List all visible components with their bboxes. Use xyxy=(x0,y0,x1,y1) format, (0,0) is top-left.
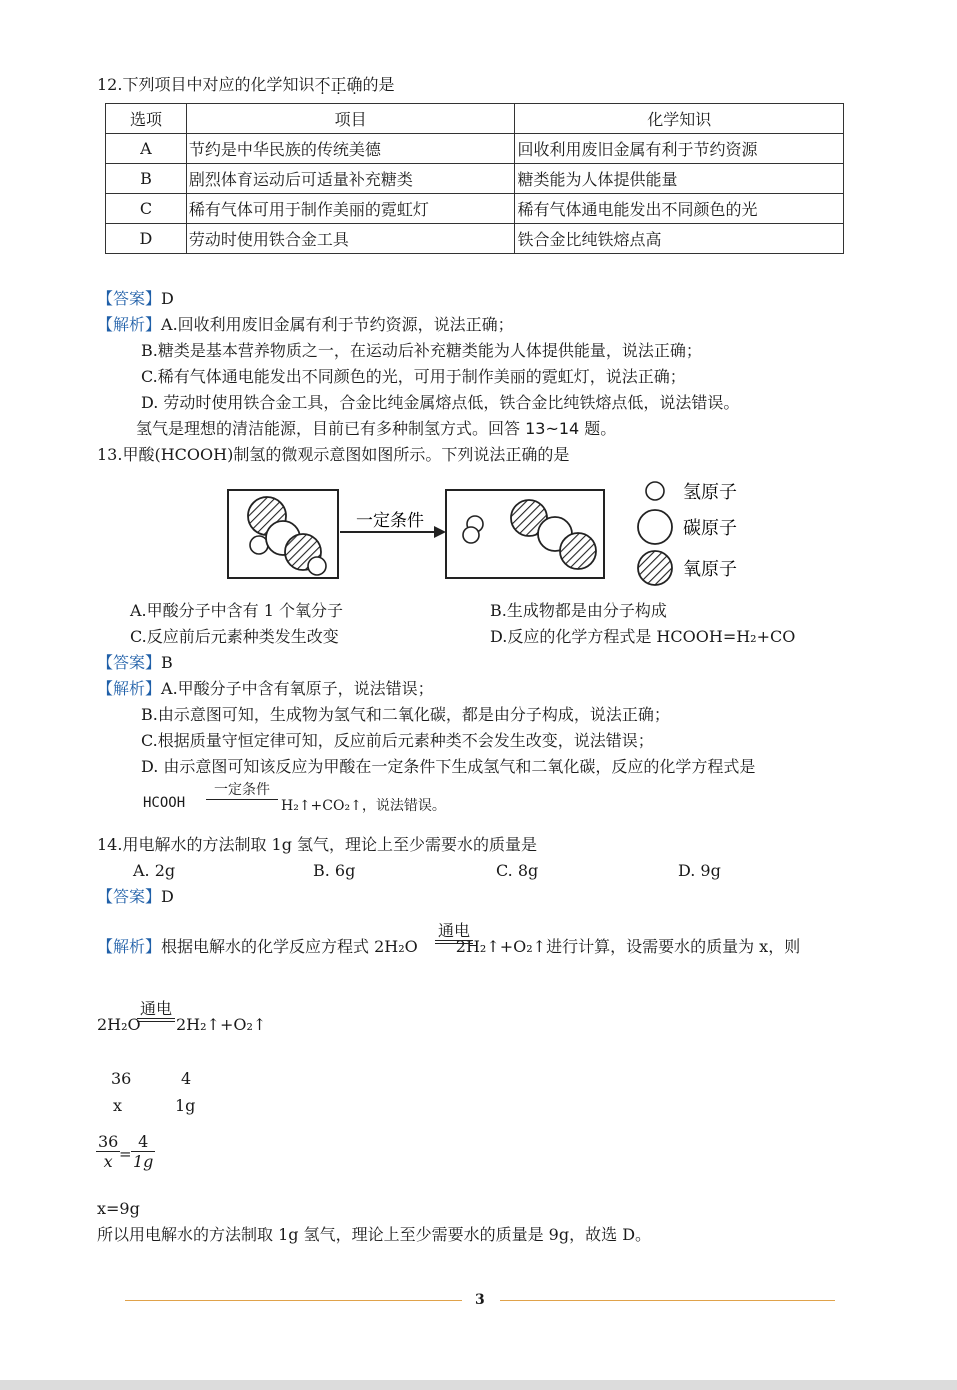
fraction-left: $\frac{36}{x}$ xyxy=(98,1132,119,1171)
legend-hydrogen-icon xyxy=(646,482,664,500)
bottom-scroll-bar xyxy=(0,1380,957,1390)
analysis-tag: 【解析】 xyxy=(97,679,162,698)
calc-value: x xyxy=(113,1096,123,1115)
q14-answer: 【答案】D xyxy=(97,887,174,906)
legend-carbon-label: 碳原子 xyxy=(683,518,737,539)
q14-option-d: D. 9g xyxy=(678,861,721,880)
legend-hydrogen-label: 氢原子 xyxy=(683,482,737,503)
table-cell: 稀有气体通电能发出不同颜色的光 xyxy=(515,194,844,224)
table-cell: D xyxy=(106,224,187,254)
table-header-row xyxy=(106,104,844,134)
q14-conclusion: 所以用电解水的方法制取 1g 氢气，理论上至少需要水的质量是 9g，故选 D。 xyxy=(97,1225,652,1244)
q12-stem: 12.下列项目中对应的化学知识不正确的是 xyxy=(97,75,395,94)
legend-oxygen-label: 氧原子 xyxy=(683,559,737,580)
q12-analysis-line-d: D. 劳动时使用铁合金工具，合金比纯金属熔点低，铁合金比纯铁熔点低，说法错误。 xyxy=(141,393,740,412)
q12-answer: 【答案】D xyxy=(97,289,174,308)
q12-analysis-line-c: C.稀有气体通电能发出不同颜色的光，可用于制作美丽的霓虹灯，说法正确； xyxy=(141,367,686,386)
oxygen-atom xyxy=(560,533,596,569)
q13-analysis-line-c: C.根据质量守恒定律可知，反应前后元素种类不会发生改变，说法错误； xyxy=(141,731,654,750)
q13-answer: 【答案】B xyxy=(97,653,173,672)
table-header-cell: 化学知识 xyxy=(515,104,844,134)
table-cell: A xyxy=(106,134,187,164)
q14-eq-condition: 通电 xyxy=(137,1000,175,1022)
table-header-cell: 项目 xyxy=(186,104,515,134)
q14-eq-right: 2H₂↑+O₂↑ xyxy=(176,1015,267,1034)
q13-eq-left: HCOOH xyxy=(143,795,186,811)
table-header-cell: 选项 xyxy=(106,104,187,134)
footer-rule-left xyxy=(125,1300,462,1301)
q12-analysis-line-a: 【解析】A.回收利用废旧金属有利于节约资源，说法正确； xyxy=(97,315,514,334)
table-cell: 节约是中华民族的传统美德 xyxy=(186,134,515,164)
calc-value: 4 xyxy=(181,1069,192,1088)
q13-analysis-line-d: D. 由示意图可知该反应为甲酸在一定条件下生成氢气和二氧化碳，反应的化学方程式是 xyxy=(141,757,756,776)
arrow-label: 一定条件 xyxy=(356,511,424,531)
table-cell: 劳动时使用铁合金工具 xyxy=(186,224,515,254)
q13-option-b: B.生成物都是由分子构成 xyxy=(490,601,667,620)
page-number: 3 xyxy=(475,1292,485,1308)
calc-value: 1g xyxy=(175,1096,196,1115)
table-cell: 回收利用废旧金属有利于节约资源 xyxy=(515,134,844,164)
table-row xyxy=(106,194,844,224)
answer-tag: 【答案】 xyxy=(97,653,162,672)
hydrogen-atom xyxy=(463,527,479,543)
q13-option-d: D.反应的化学方程式是 HCOOH=H₂+CO xyxy=(490,627,796,646)
q14-analysis-line-a: 【解析】根据电解水的化学反应方程式 2H₂O 2H₂↑+O₂↑进行计算，设需要水的质量为 x，则 xyxy=(97,937,801,956)
answer-tag: 【答案】 xyxy=(97,887,162,906)
table-cell: 铁合金比纯铁熔点高 xyxy=(515,224,844,254)
legend-oxygen-icon xyxy=(638,551,672,585)
q13-eq-condition: 一定条件 xyxy=(206,781,278,800)
q13-analysis-line-a: 【解析】A.甲酸分子中含有氧原子，说法错误； xyxy=(97,679,434,698)
q14-result: x=9g xyxy=(97,1199,140,1218)
calc-value: 36 xyxy=(111,1069,132,1088)
answer-tag: 【答案】 xyxy=(97,289,162,308)
footer-rule-right xyxy=(500,1300,835,1301)
fraction-right: $\frac{4}{1g}$ xyxy=(133,1132,154,1171)
q13-eq-right: H₂↑+CO₂↑，说法错误。 xyxy=(281,798,446,814)
table-cell: 糖类能为人体提供能量 xyxy=(515,164,844,194)
q14-eq-left: 2H₂O xyxy=(97,1015,141,1034)
table-cell: C xyxy=(106,194,187,224)
q12-analysis-line-b: B.糖类是基本营养物质之一，在运动后补充糖类能为人体提供能量，说法正确； xyxy=(141,341,702,360)
q14-option-c: C. 8g xyxy=(496,861,539,880)
table-cell: 稀有气体可用于制作美丽的霓虹灯 xyxy=(186,194,515,224)
hydrogen-atom xyxy=(308,557,326,575)
fraction-equals: = xyxy=(119,1145,132,1163)
table-cell: 剧烈体育运动后可适量补充糖类 xyxy=(186,164,515,194)
legend-carbon-icon xyxy=(638,510,672,544)
table-cell: B xyxy=(106,164,187,194)
table-row xyxy=(106,164,844,194)
q13-option-a: A.甲酸分子中含有 1 个氧分子 xyxy=(130,601,343,620)
table-row xyxy=(106,134,844,164)
analysis-tag: 【解析】 xyxy=(97,937,162,956)
q12-table xyxy=(105,103,844,254)
q14-analysis-condition: 通电 xyxy=(435,922,473,944)
q13-analysis-line-b: B.由示意图可知，生成物为氢气和二氧化碳，都是由分子构成，说法正确； xyxy=(141,705,670,724)
analysis-tag: 【解析】 xyxy=(97,315,162,334)
q13-stem: 13.甲酸(HCOOH)制氢的微观示意图如图所示。下列说法正确的是 xyxy=(97,445,570,464)
q13-option-c: C.反应前后元素种类发生改变 xyxy=(130,627,339,646)
q14-stem: 14.用电解水的方法制取 1g 氢气，理论上至少需要水的质量是 xyxy=(97,835,538,854)
intro-text: 氢气是理想的清洁能源，目前已有多种制氢方式。回答 13~14 题。 xyxy=(136,419,617,438)
reaction-diagram xyxy=(220,476,760,592)
q14-option-a: A. 2g xyxy=(133,861,176,880)
table-row xyxy=(106,224,844,254)
q14-option-b: B. 6g xyxy=(313,861,356,880)
